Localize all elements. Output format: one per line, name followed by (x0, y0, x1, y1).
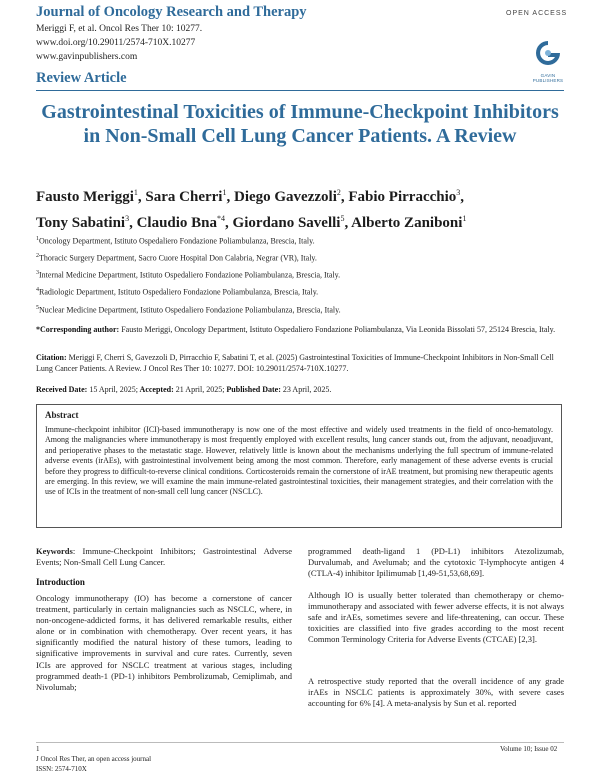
author-name: Sara Cherri (145, 189, 223, 205)
author-name: Alberto Zaniboni (351, 215, 463, 231)
citation-block (36, 352, 564, 374)
affiliation-number: 4 (36, 287, 39, 293)
keywords (36, 546, 292, 568)
author-affiliation-mark: 1 (462, 214, 467, 223)
article-type: Review Article (36, 70, 127, 86)
keywords-label: Keywords (36, 546, 73, 556)
affiliation-number: 3 (36, 270, 39, 276)
author-affiliation-mark: 2 (336, 188, 341, 197)
doi-link[interactable]: www.doi.org/10.29011/2574-710X.10277 (36, 38, 196, 48)
right-paragraph-2: Although IO is usually better tolerated than chemotherapy or chemo-immunotherapy and associated with fewer adverse effects, it is not always safe and irAEs, sometimes severe and life-threatening, can occur. These toxicities are classified into five grades according to the most recent Common Terminology Criteria for Adverse Events (CTCAE) [2,3]. (308, 590, 564, 645)
right-paragraph-1: programmed death-ligand 1 (PD-L1) inhibitors Atezolizumab, Durvalumab, and Avelumab; and the cytotoxic T-lymphocyte antigen 4 (CTLA-4) inhibitor Ipilimumab [1,49-51,53,68,69]. (308, 546, 564, 579)
author-name: Fausto Meriggi (36, 189, 134, 205)
abstract-text: Immune-checkpoint inhibitor (ICI)-based immunotherapy is now one of the most effective and widely used treatments in the field of onco-hematology. Among the malignancies where immunotherapy is most frequently employed with excellent results, lung cancer stands out, from the adjuvant, neoadjuvant, and perioperative phases to the metastatic stage. However, relatively little is known about the mechanisms underlying the full spectrum of immune-related adverse events (irAEs), with gastrointestinal involvement being among the most common. Therefore, early management of these adverse events is crucial before they progress to difficult-to-reverse clinical conditions. Corticosteroids remain the cornerstone of irAE treatment, but promising new therapeutic agents are emerging. In this review, we will examine the main immune-related gastrointestinal toxicities, their management strategies, and their correlation with the use of ICIs in the treatment of non-small cell lung cancer (NSCLC). (45, 425, 553, 497)
affiliation-item (36, 236, 315, 246)
received-label: Received Date: (36, 385, 88, 394)
author-line-1: Fausto Meriggi$^1$, Sara Cherri$^1$, Diego Gavezzoli$^2$, Fabio Pirracchio$^3$, (36, 188, 465, 205)
corresponding-label: *Corresponding author: (36, 325, 120, 334)
author-list (36, 182, 564, 234)
author-name: Fabio Pirracchio (348, 189, 457, 205)
corresponding-author (36, 324, 564, 335)
article-title: Gastrointestinal Toxicities of Immune-Checkpoint Inhibitors in Non-Small Cell Lung Cancer Patients. A Review (41, 101, 559, 147)
publisher-logo-text: GAVIN PUBLISHERS (532, 73, 564, 83)
accepted-date: 21 April, 2025; (173, 385, 225, 394)
publisher-logo (528, 38, 568, 83)
author-affiliation-mark: 3 (125, 214, 130, 223)
open-access-label: OPEN ACCESS (506, 10, 568, 17)
affiliation-number: 1 (36, 236, 39, 242)
open-access-badge (506, 10, 567, 17)
author-name: Diego Gavezzoli (233, 189, 337, 205)
footer-divider (36, 742, 564, 743)
affiliation-item (36, 305, 341, 315)
author-line-2: Tony Sabatini$^3$, Claudio Bna$^{*4}$, Giordano Savelli$^5$, Alberto Zaniboni$^1$ (36, 214, 467, 231)
published-date: 23 April, 2025. (280, 385, 332, 394)
affiliation-text: Radiologic Department, Istituto Ospedaliero Fondazione Poliambulanza, Brescia, Italy. (39, 287, 319, 297)
header-divider (36, 90, 564, 91)
abstract-heading: Abstract (45, 410, 79, 420)
affiliation-number: 5 (36, 305, 39, 311)
journal-title: Journal of Oncology Research and Therapy (36, 4, 307, 20)
affiliation-item (36, 253, 317, 263)
corresponding-text: Fausto Meriggi, Oncology Department, Istituto Ospedaliero Fondazione Poliambulanza, Via Leonida Bissolati 57, 25124 Brescia, Italy. (119, 325, 556, 334)
page-number: 1 (36, 745, 40, 753)
affiliation-text: Thoracic Surgery Department, Sacro Cuore Hospital Don Calabria, Negrar (VR), Italy. (39, 253, 317, 263)
citation-label: Citation: (36, 353, 67, 362)
author-name: Tony Sabatini (36, 215, 126, 231)
website-link[interactable]: www.gavinpublishers.com (36, 52, 138, 62)
received-date: 15 April, 2025; (87, 385, 138, 394)
affiliation-text: Nuclear Medicine Department, Istituto Ospedaliero Fondazione Poliambulanza, Brescia, Italy. (39, 305, 341, 315)
citation-short: Meriggi F, et al. Oncol Res Ther 10: 10277. (36, 24, 203, 34)
author-name: Claudio Bna (136, 215, 218, 231)
volume-issue: Volume 10; Issue 02 (500, 745, 558, 753)
affiliation-item (36, 287, 318, 297)
publisher-logo-icon (531, 38, 565, 68)
published-label: Published Date: (224, 385, 281, 394)
footer-issn: ISSN: 2574-710X (36, 765, 87, 773)
affiliation-item (36, 270, 340, 280)
right-paragraph-3: A retrospective study reported that the overall incidence of any grade irAEs in NSCLC patients is approximately 30%, with severe cases accounting for 6% [4]. A meta-analysis by Sun et al. reported (308, 676, 564, 709)
author-affiliation-mark: 3 (456, 188, 461, 197)
author-affiliation-mark: 1 (133, 188, 138, 197)
citation-text: Meriggi F, Cherri S, Gavezzoli D, Pirracchio F, Sabatini T, et al. (2025) Gastrointestinal Toxicities of Immune-Checkpoint Inhibitors in Non-Small Cell Lung Cancer Patients. A Review. J Oncol Res Ther 10: 10277. DOI: 10.29011/2574-710X.10277. (36, 353, 554, 373)
accepted-label: Accepted: (137, 385, 174, 394)
affiliation-text: Oncology Department, Istituto Ospedaliero Fondazione Poliambulanza, Brescia, Italy. (39, 236, 315, 246)
abstract-box (36, 404, 562, 528)
keywords-text: : Immune-Checkpoint Inhibitors; Gastrointestinal Adverse Events; Non-Small Cell Lung Cancer. (36, 546, 292, 568)
affiliation-text: Internal Medicine Department, Istituto Ospedaliero Fondazione Poliambulanza, Brescia, Italy. (39, 270, 341, 280)
affiliation-number: 2 (36, 253, 39, 259)
author-name: Giordano Savelli (232, 215, 341, 231)
introduction-paragraph: Oncology immunotherapy (IO) has become a cornerstone of cancer treatment, particularly in certain malignancies such as NSCLC, where, in non-oncogene-addicted forms, it has delivered remarkable results, either alone or in combination with chemotherapy. Over recent years, it has significantly modified the natural history of these tumors, leading to significative improvements in survival and cure rates. Currently, seven ICIs are approved for NSCLC treatment at various stages, including programmed death-1 (PD-1) inhibitors Pembrolizumab, Cemiplimab, and Nivolumab; (36, 593, 292, 692)
dates-line (36, 384, 564, 395)
footer-journal: J Oncol Res Ther, an open access journal (36, 755, 152, 763)
author-affiliation-mark: 1 (222, 188, 227, 197)
introduction-heading: Introduction (36, 577, 85, 587)
author-affiliation-mark: *4 (217, 214, 226, 223)
author-affiliation-mark: 5 (340, 214, 345, 223)
